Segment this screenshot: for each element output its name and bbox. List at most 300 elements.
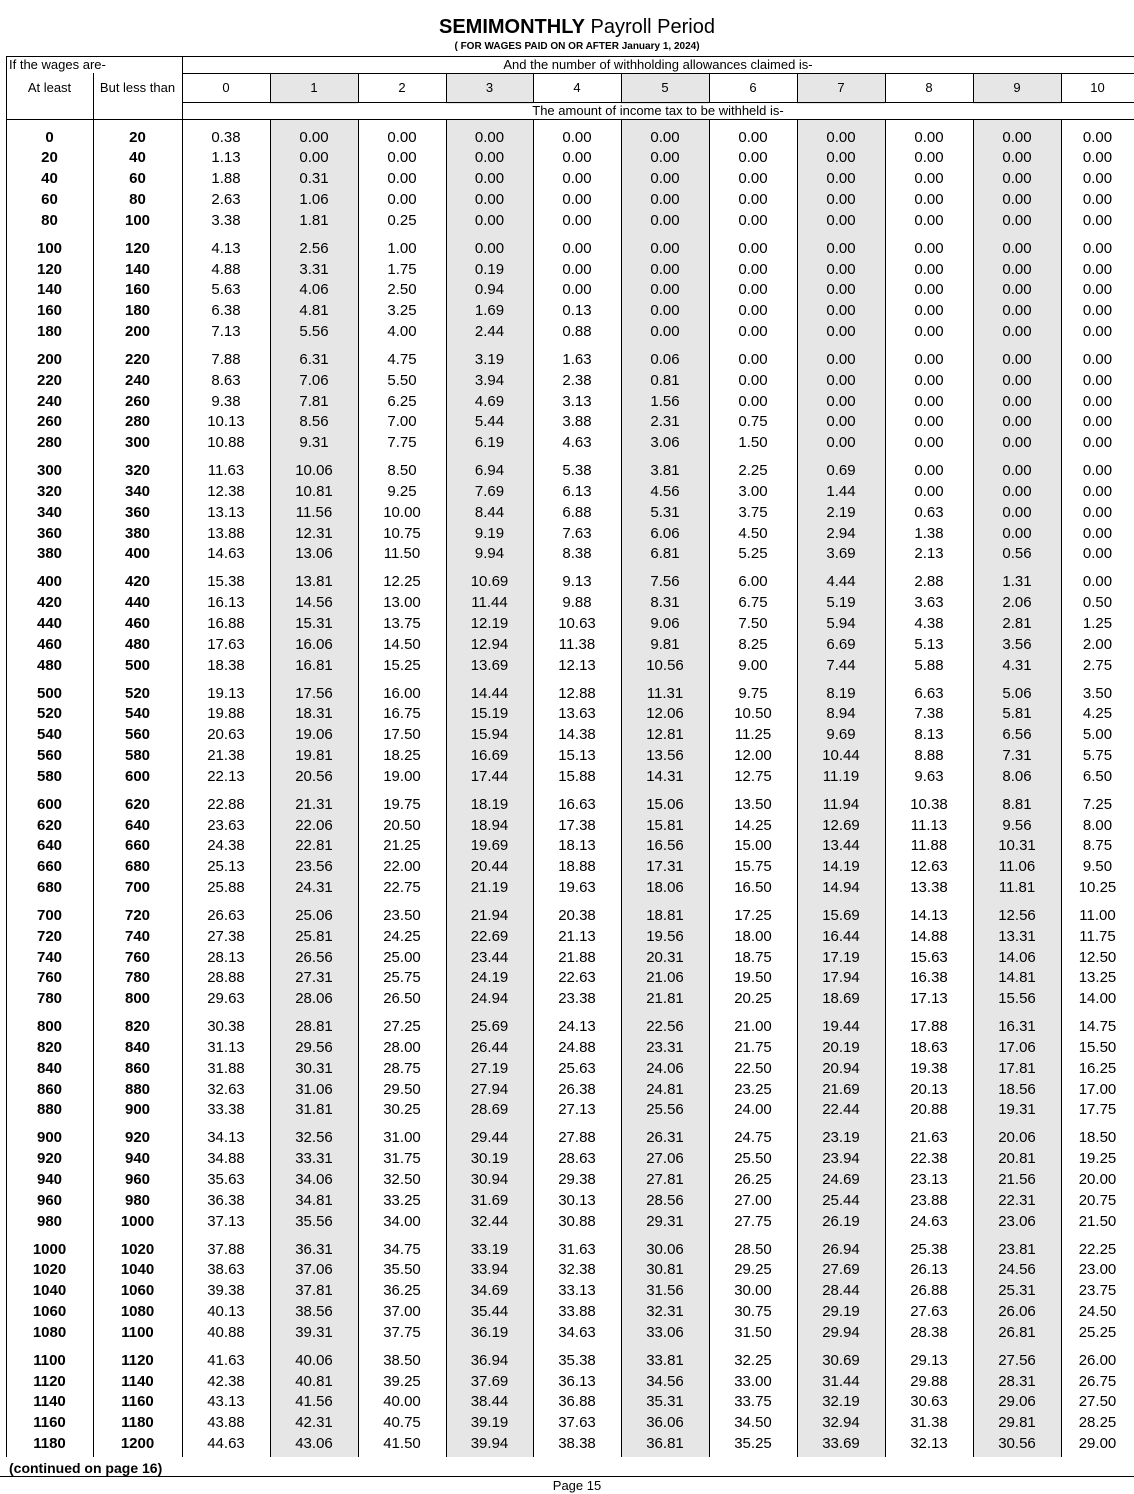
withholding-amount: 37.81: [295, 1282, 333, 1300]
withholding-amount: 21.63: [910, 1129, 948, 1147]
withholding-amount: 20.56: [295, 767, 333, 785]
withholding-amount: 14.88: [910, 927, 948, 945]
allowances-label: And the number of withholding allowances claimed is-: [503, 57, 813, 72]
withholding-amount: 25.00: [383, 948, 421, 966]
withholding-amount: 12.31: [295, 524, 333, 542]
withholding-amount: 18.38: [207, 656, 245, 674]
wage-at-least: 1160: [33, 1414, 66, 1432]
withholding-amount: 5.25: [738, 545, 768, 563]
withholding-amount: 16.00: [383, 684, 421, 702]
allowance-column-header: 3: [485, 80, 494, 95]
withholding-amount: 10.88: [207, 434, 245, 452]
withholding-amount: 0.25: [387, 211, 417, 229]
withholding-amount: 12.63: [910, 858, 948, 876]
wage-at-least: 780: [36, 990, 63, 1008]
withholding-amount: 3.88: [562, 413, 592, 431]
withholding-amount: 24.25: [383, 927, 421, 945]
withholding-amount: 8.44: [474, 503, 505, 521]
withholding-amount: 18.13: [558, 837, 596, 855]
withholding-amount: 28.13: [207, 948, 245, 966]
withholding-amount: 31.00: [383, 1129, 421, 1147]
withholding-amount: 5.13: [914, 635, 944, 653]
wage-at-least: 980: [36, 1212, 63, 1230]
withholding-amount: 25.38: [910, 1240, 948, 1258]
withholding-amount: 11.94: [822, 795, 860, 813]
withholding-amount: 13.75: [383, 615, 421, 632]
wage-less-than: 460: [124, 615, 151, 632]
withholding-amount: 1.06: [299, 191, 329, 208]
withholding-amount: 10.38: [910, 795, 948, 813]
withholding-amount: 1.44: [826, 483, 856, 500]
withholding-amount: 0.00: [826, 170, 856, 188]
withholding-amount: 14.13: [910, 907, 948, 924]
withholding-amount: 8.38: [562, 545, 592, 563]
withholding-amount: 34.13: [207, 1129, 245, 1147]
withholding-amount: 23.31: [646, 1039, 684, 1056]
withholding-amount: 0.00: [562, 260, 592, 278]
withholding-amount: 0.00: [474, 239, 505, 257]
withholding-amount: 22.63: [558, 969, 596, 987]
withholding-amount: 0.00: [1002, 413, 1032, 431]
withholding-amount: 6.31: [299, 351, 329, 368]
wage-at-least: 80: [41, 211, 58, 229]
withholding-amount: 28.75: [383, 1059, 421, 1077]
wage-less-than: 120: [124, 239, 151, 257]
withholding-amount: 28.25: [1078, 1414, 1117, 1432]
withholding-amount: 29.94: [822, 1323, 860, 1341]
withholding-amount: 6.75: [738, 594, 768, 612]
withholding-amount: 36.13: [558, 1372, 596, 1390]
withholding-amount: 0.00: [1002, 128, 1032, 146]
withholding-amount: 14.31: [646, 767, 684, 785]
withholding-amount: 0.00: [387, 149, 417, 167]
withholding-amount: 32.31: [646, 1303, 684, 1320]
withholding-amount: 3.31: [299, 260, 329, 278]
withholding-amount: 24.94: [470, 990, 509, 1008]
withholding-amount: 11.25: [734, 726, 772, 744]
wage-at-least: 1080: [32, 1323, 67, 1341]
withholding-amount: 22.44: [822, 1101, 860, 1119]
withholding-amount: 3.00: [738, 483, 768, 500]
wage-at-least: 440: [36, 615, 63, 632]
withholding-amount: 24.19: [470, 969, 509, 987]
withholding-amount: 0.00: [1082, 483, 1113, 500]
withholding-amount: 0.00: [1002, 281, 1032, 299]
withholding-amount: 17.56: [295, 684, 333, 702]
withholding-amount: 12.06: [646, 705, 684, 723]
wage-less-than: 640: [124, 816, 151, 834]
wage-less-than: 520: [124, 684, 151, 702]
wage-at-least: 200: [36, 351, 63, 368]
withholding-amount: 37.13: [207, 1212, 245, 1230]
withholding-amount: 22.31: [998, 1191, 1036, 1209]
wage-at-least: 420: [36, 594, 63, 612]
withholding-amount: 33.94: [470, 1261, 509, 1279]
withholding-amount: 35.31: [646, 1393, 684, 1411]
withholding-amount: 14.56: [295, 594, 333, 612]
withholding-amount: 3.50: [1082, 684, 1113, 702]
withholding-amount: 29.19: [822, 1303, 860, 1320]
withholding-amount: 21.25: [383, 837, 421, 855]
withholding-amount: 23.19: [822, 1129, 860, 1147]
withholding-amount: 9.31: [299, 434, 329, 452]
withholding-amount: 27.13: [558, 1101, 596, 1119]
withholding-amount: 0.00: [738, 281, 768, 299]
wage-at-least: 580: [36, 767, 63, 785]
withholding-amount: 2.38: [562, 371, 592, 389]
wage-at-least: 300: [36, 462, 63, 480]
withholding-amount: 25.69: [470, 1018, 509, 1036]
withholding-amount: 24.81: [646, 1080, 684, 1098]
withholding-amount: 6.81: [650, 545, 680, 563]
withholding-amount: 30.75: [734, 1303, 772, 1320]
withholding-amount: 26.94: [822, 1240, 860, 1258]
withholding-amount: 23.56: [295, 858, 333, 876]
withholding-amount: 14.44: [470, 684, 509, 702]
withholding-amount: 30.88: [558, 1212, 596, 1230]
withholding-amount: 15.19: [470, 705, 509, 723]
withholding-amount: 19.81: [295, 747, 333, 764]
withholding-amount: 0.94: [474, 281, 505, 299]
wage-at-least: 180: [36, 323, 63, 340]
withholding-amount: 2.81: [1002, 615, 1032, 632]
withholding-amount: 6.88: [562, 503, 592, 521]
withholding-amount: 16.31: [998, 1018, 1036, 1036]
withholding-amount: 14.25: [734, 816, 772, 834]
withholding-amount: 17.88: [910, 1018, 948, 1036]
withholding-amount: 23.13: [910, 1171, 948, 1188]
withholding-amount: 24.88: [558, 1039, 596, 1056]
withholding-amount: 31.38: [910, 1414, 948, 1432]
wage-at-least: 460: [36, 635, 63, 653]
wage-at-least: 360: [36, 524, 63, 542]
withholding-amount: 0.00: [826, 281, 856, 299]
wage-less-than: 300: [124, 434, 151, 452]
withholding-amount: 24.50: [1078, 1303, 1117, 1320]
withholding-amount: 14.81: [998, 969, 1036, 987]
withholding-amount: 30.06: [646, 1240, 684, 1258]
withholding-amount: 22.00: [383, 858, 421, 876]
withholding-amount: 12.88: [558, 684, 596, 702]
withholding-amount: 27.00: [734, 1191, 772, 1209]
withholding-amount: 0.00: [1082, 281, 1113, 299]
wage-less-than: 440: [124, 594, 151, 612]
wage-less-than: 60: [129, 170, 146, 188]
allowance-column-header: 10: [1090, 80, 1105, 95]
withholding-amount: 0.00: [1082, 149, 1113, 167]
withholding-amount: 34.69: [470, 1282, 509, 1300]
wage-at-least: 620: [36, 816, 63, 834]
withholding-amount: 16.44: [822, 927, 860, 945]
withholding-amount: 1.25: [1082, 615, 1113, 632]
withholding-amount: 13.63: [558, 705, 596, 723]
withholding-amount: 14.50: [383, 635, 421, 653]
withholding-amount: 31.56: [646, 1282, 684, 1300]
withholding-amount: 8.50: [387, 462, 417, 480]
withholding-amount: 0.00: [914, 128, 944, 146]
withholding-amount: 17.75: [1078, 1101, 1117, 1119]
withholding-amount: 0.00: [914, 191, 944, 208]
withholding-amount: 23.25: [734, 1080, 772, 1098]
wage-at-least: 100: [36, 239, 63, 257]
withholding-amount: 3.81: [650, 462, 680, 480]
wage-at-least: 700: [36, 907, 63, 924]
withholding-amount: 21.50: [1078, 1212, 1117, 1230]
withholding-amount: 0.00: [1082, 239, 1113, 257]
withholding-amount: 20.31: [646, 948, 684, 966]
wage-less-than: 420: [124, 573, 151, 591]
wage-less-than: 240: [124, 371, 151, 389]
withholding-amount: 4.13: [211, 239, 241, 257]
withholding-amount: 11.06: [998, 858, 1036, 876]
withholding-amount: 10.06: [295, 462, 333, 480]
withholding-amount: 36.25: [383, 1282, 421, 1300]
withholding-amount: 18.69: [822, 990, 860, 1008]
withholding-amount: 36.38: [207, 1191, 245, 1209]
withholding-amount: 34.75: [383, 1240, 421, 1258]
withholding-amount: 21.13: [558, 927, 596, 945]
withholding-amount: 27.31: [295, 969, 333, 987]
withholding-amount: 3.06: [650, 434, 680, 452]
withholding-amount: 33.06: [646, 1323, 684, 1341]
withholding-amount: 0.00: [1002, 524, 1032, 542]
withholding-amount: 34.63: [558, 1323, 596, 1341]
title-rest: Payroll Period: [584, 16, 715, 38]
withholding-amount: 4.56: [650, 483, 680, 500]
withholding-amount: 0.00: [1082, 128, 1113, 146]
withholding-amount: 27.56: [998, 1351, 1036, 1369]
withholding-amount: 36.19: [470, 1323, 509, 1341]
withholding-amount: 16.75: [383, 705, 421, 723]
wage-at-least: 340: [36, 503, 63, 521]
withholding-amount: 32.13: [910, 1435, 948, 1452]
withholding-amount: 0.00: [738, 323, 768, 340]
withholding-amount: 24.75: [734, 1129, 772, 1147]
withholding-amount: 4.38: [914, 615, 944, 632]
withholding-amount: 22.06: [295, 816, 333, 834]
withholding-amount: 34.88: [207, 1150, 245, 1168]
withholding-amount: 25.50: [734, 1150, 772, 1168]
withholding-amount: 0.00: [650, 239, 680, 257]
withholding-amount: 0.00: [387, 191, 417, 208]
withholding-amount: 2.75: [1082, 656, 1113, 674]
withholding-amount: 6.69: [826, 635, 856, 653]
withholding-amount: 29.63: [207, 990, 245, 1008]
wage-at-least: 860: [36, 1080, 63, 1098]
withholding-amount: 0.00: [826, 323, 856, 340]
withholding-amount: 26.44: [470, 1039, 509, 1056]
wage-at-least: 820: [36, 1039, 63, 1056]
wage-less-than: 560: [124, 726, 151, 744]
withholding-amount: 13.88: [207, 524, 245, 542]
withholding-amount: 1.38: [914, 524, 944, 542]
withholding-amount: 0.00: [562, 191, 592, 208]
withholding-amount: 7.06: [299, 371, 329, 389]
withholding-amount: 18.31: [295, 705, 333, 723]
wage-at-least: 940: [36, 1171, 63, 1188]
withholding-amount: 0.13: [562, 302, 592, 320]
withholding-amount: 25.44: [822, 1191, 860, 1209]
withholding-amount: 0.00: [1002, 392, 1032, 410]
withholding-amount: 11.38: [558, 635, 596, 653]
withholding-amount: 35.50: [383, 1261, 421, 1279]
withholding-amount: 18.81: [646, 907, 684, 924]
withholding-amount: 3.38: [211, 211, 241, 229]
withholding-amount: 33.38: [207, 1101, 245, 1119]
wage-at-least: 540: [36, 726, 63, 744]
withholding-amount: 3.56: [1002, 635, 1032, 653]
withholding-amount: 30.31: [295, 1059, 333, 1077]
withholding-amount: 19.56: [646, 927, 684, 945]
withholding-amount: 0.00: [738, 191, 768, 208]
withholding-amount: 0.00: [826, 211, 856, 229]
wage-at-least: 600: [36, 795, 63, 813]
withholding-amount: 0.88: [562, 323, 592, 340]
wage-at-least: 40: [41, 170, 58, 188]
withholding-amount: 23.50: [383, 907, 421, 924]
but-less-than-header: But less than: [99, 80, 176, 95]
withholding-amount: 31.63: [558, 1240, 596, 1258]
withholding-amount: 0.00: [914, 413, 944, 431]
withholding-amount: 9.88: [562, 594, 592, 612]
withholding-amount: 0.00: [474, 211, 505, 229]
withholding-amount: 23.88: [910, 1191, 948, 1209]
withholding-amount: 2.25: [738, 462, 768, 480]
withholding-amount: 0.00: [562, 149, 592, 167]
withholding-amount: 12.75: [734, 767, 772, 785]
withholding-amount: 1.69: [474, 302, 505, 320]
withholding-amount: 0.00: [1082, 413, 1113, 431]
withholding-amount: 3.25: [387, 302, 417, 320]
withholding-amount: 11.19: [822, 767, 860, 785]
withholding-amount: 15.94: [470, 726, 509, 744]
withholding-amount: 19.44: [822, 1018, 860, 1036]
withholding-amount: 22.25: [1078, 1240, 1117, 1258]
withholding-amount: 0.00: [738, 302, 768, 320]
withholding-amount: 7.25: [1082, 795, 1113, 813]
withholding-amount: 0.00: [738, 239, 768, 257]
withholding-amount: 24.69: [822, 1171, 860, 1188]
withholding-amount: 16.50: [734, 879, 772, 896]
allowance-column-header: 2: [398, 80, 406, 95]
withholding-amount: 28.63: [558, 1150, 596, 1168]
wage-less-than: 920: [124, 1129, 151, 1147]
withholding-amount: 5.75: [1082, 747, 1113, 764]
withholding-amount: 23.06: [998, 1212, 1036, 1230]
withholding-amount: 0.63: [914, 503, 944, 521]
withholding-amount: 5.88: [914, 656, 944, 674]
withholding-amount: 1.88: [211, 170, 241, 188]
wage-at-least: 520: [36, 705, 63, 723]
withholding-amount: 20.13: [910, 1080, 948, 1098]
withholding-amount: 2.13: [914, 545, 944, 563]
withholding-amount: 6.56: [1002, 726, 1032, 744]
withholding-amount: 15.00: [734, 837, 772, 855]
withholding-amount: 2.19: [826, 503, 856, 521]
withholding-amount: 41.50: [383, 1435, 421, 1452]
withholding-amount: 19.00: [383, 767, 421, 785]
withholding-amount: 32.38: [558, 1261, 596, 1279]
withholding-amount: 15.56: [998, 990, 1036, 1008]
withholding-amount: 43.13: [207, 1393, 245, 1411]
withholding-amount: 0.00: [1082, 503, 1113, 521]
withholding-amount: 9.75: [738, 684, 768, 702]
withholding-amount: 9.50: [1082, 858, 1113, 876]
withholding-amount: 11.50: [383, 545, 421, 563]
withholding-amount: 30.56: [998, 1435, 1036, 1452]
withholding-amount: 9.94: [474, 545, 505, 563]
withholding-amount: 10.13: [207, 413, 245, 431]
withholding-amount: 5.44: [474, 413, 505, 431]
allowance-column-header: 8: [925, 80, 933, 95]
withholding-amount: 28.44: [822, 1282, 860, 1300]
withholding-amount: 13.31: [998, 927, 1036, 945]
withholding-amount: 10.69: [470, 573, 509, 591]
withholding-amount: 32.50: [383, 1171, 421, 1188]
footer-rule: [0, 1476, 1134, 1477]
withholding-amount: 18.19: [470, 795, 509, 813]
withholding-amount: 14.75: [1078, 1018, 1117, 1036]
withholding-amount: 29.88: [910, 1372, 948, 1390]
withholding-amount: 11.13: [910, 816, 948, 834]
withholding-amount: 13.00: [383, 594, 421, 612]
withholding-amount: 2.00: [1082, 635, 1113, 653]
withholding-amount: 17.81: [998, 1059, 1036, 1077]
withholding-amount: 28.00: [383, 1039, 421, 1056]
wage-less-than: 1160: [121, 1393, 154, 1411]
wage-at-least: 880: [36, 1101, 63, 1119]
withholding-amount: 36.94: [470, 1351, 509, 1369]
withholding-amount: 7.31: [1002, 747, 1032, 764]
withholding-amount: 34.00: [383, 1212, 421, 1230]
withholding-amount: 31.81: [295, 1101, 333, 1119]
withholding-amount: 17.63: [207, 635, 245, 653]
withholding-amount: 27.75: [734, 1212, 772, 1230]
withholding-amount: 23.44: [470, 948, 509, 966]
withholding-amount: 0.75: [738, 413, 768, 431]
withholding-amount: 40.13: [207, 1303, 245, 1320]
withholding-amount: 24.00: [734, 1101, 772, 1119]
withholding-amount: 15.06: [646, 795, 684, 813]
withholding-amount: 28.69: [470, 1101, 509, 1119]
withholding-amount: 13.69: [470, 656, 509, 674]
withholding-amount: 31.06: [295, 1080, 333, 1098]
wage-at-least: 1140: [33, 1393, 66, 1411]
withholding-amount: 29.50: [383, 1080, 421, 1098]
withholding-amount: 33.75: [734, 1393, 772, 1411]
withholding-amount: 27.25: [383, 1018, 421, 1036]
withholding-amount: 40.81: [295, 1372, 333, 1390]
allowance-column-header: 6: [749, 80, 757, 95]
withholding-amount: 20.50: [383, 816, 421, 834]
withholding-amount: 43.88: [207, 1414, 245, 1432]
withholding-amount: 30.13: [558, 1191, 596, 1209]
withholding-amount: 0.00: [1082, 371, 1113, 389]
withholding-amount: 28.56: [646, 1191, 684, 1209]
withholding-amount: 5.06: [1002, 684, 1032, 702]
wage-at-least: 1020: [32, 1261, 67, 1279]
allowance-header-rule: [182, 73, 1134, 74]
withholding-amount: 17.25: [734, 907, 772, 924]
withholding-amount: 37.06: [295, 1261, 333, 1279]
withholding-amount: 0.00: [1082, 323, 1113, 340]
withholding-amount: 10.75: [383, 524, 421, 542]
withholding-amount: 10.00: [383, 503, 421, 521]
withholding-amount: 12.38: [207, 483, 245, 500]
withholding-amount: 11.63: [207, 462, 245, 480]
withholding-amount: 20.00: [1078, 1171, 1117, 1188]
withholding-amount: 0.00: [738, 149, 768, 167]
